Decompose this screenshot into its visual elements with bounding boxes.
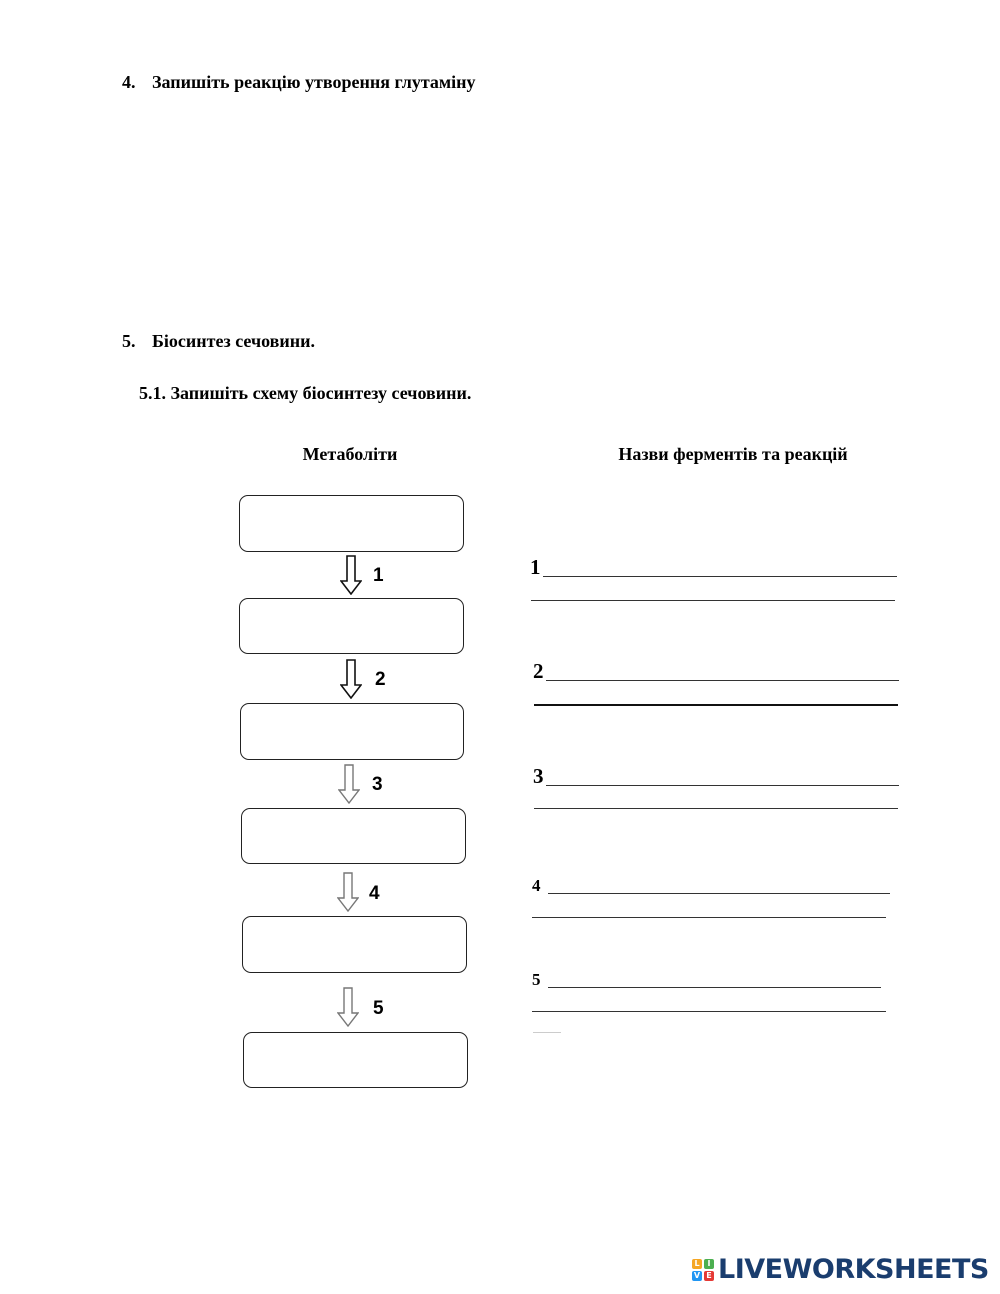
down-arrow-icon xyxy=(337,872,359,912)
answer-line-3b[interactable] xyxy=(534,808,898,809)
step-number-5: 5 xyxy=(373,998,384,1019)
answer-line-1b[interactable] xyxy=(531,600,895,601)
answer-line-5b[interactable] xyxy=(532,1011,886,1012)
question-4 xyxy=(122,72,476,93)
subquestion-5-1: 5.1. Запишіть схему біосинтезу сечовини. xyxy=(139,383,472,403)
down-arrow-icon xyxy=(340,555,362,595)
liveworksheets-logo-text: LIVEWORKSHEETS xyxy=(718,1254,989,1285)
question-5-number: 5. xyxy=(122,331,136,351)
metabolite-box-1[interactable] xyxy=(239,495,464,552)
answer-line-5a[interactable] xyxy=(548,987,881,988)
metabolite-box-2[interactable] xyxy=(239,598,464,654)
step-number-2: 2 xyxy=(375,669,386,690)
answer-line-4b[interactable] xyxy=(532,917,886,918)
answer-line-4a[interactable] xyxy=(548,893,890,894)
question-5 xyxy=(122,331,315,352)
step-number-4: 4 xyxy=(369,883,380,904)
answer-number-3: 3 xyxy=(533,764,544,788)
down-arrow-icon xyxy=(338,764,360,804)
answer-line-2a[interactable] xyxy=(546,680,899,681)
answer-line-5c[interactable] xyxy=(533,1032,561,1033)
down-arrow-icon xyxy=(340,659,362,699)
down-arrow-icon xyxy=(337,987,359,1027)
question-4-number: 4. xyxy=(122,72,136,92)
metabolites-header: Метаболіти xyxy=(302,444,398,464)
metabolite-box-6[interactable] xyxy=(243,1032,468,1088)
answer-number-4: 4 xyxy=(532,876,541,895)
question-4-text: Запишіть реакцію утворення глутаміну xyxy=(152,72,476,92)
liveworksheets-logo xyxy=(692,1255,989,1285)
answer-line-1a[interactable] xyxy=(543,576,897,577)
enzymes-header: Назви ферментів та реакцій xyxy=(618,444,848,464)
liveworksheets-logo-icon: L I V E xyxy=(692,1259,714,1281)
step-number-3: 3 xyxy=(372,774,383,795)
answer-number-5: 5 xyxy=(532,970,541,989)
step-number-1: 1 xyxy=(373,565,384,586)
metabolite-box-5[interactable] xyxy=(242,916,467,973)
answer-number-1: 1 xyxy=(530,555,541,579)
answer-number-2: 2 xyxy=(533,659,544,683)
answer-line-3a[interactable] xyxy=(546,785,899,786)
metabolite-box-3[interactable] xyxy=(240,703,464,760)
answer-line-2b[interactable] xyxy=(534,704,898,706)
metabolite-box-4[interactable] xyxy=(241,808,466,864)
question-5-text: Біосинтез сечовини. xyxy=(152,331,315,351)
